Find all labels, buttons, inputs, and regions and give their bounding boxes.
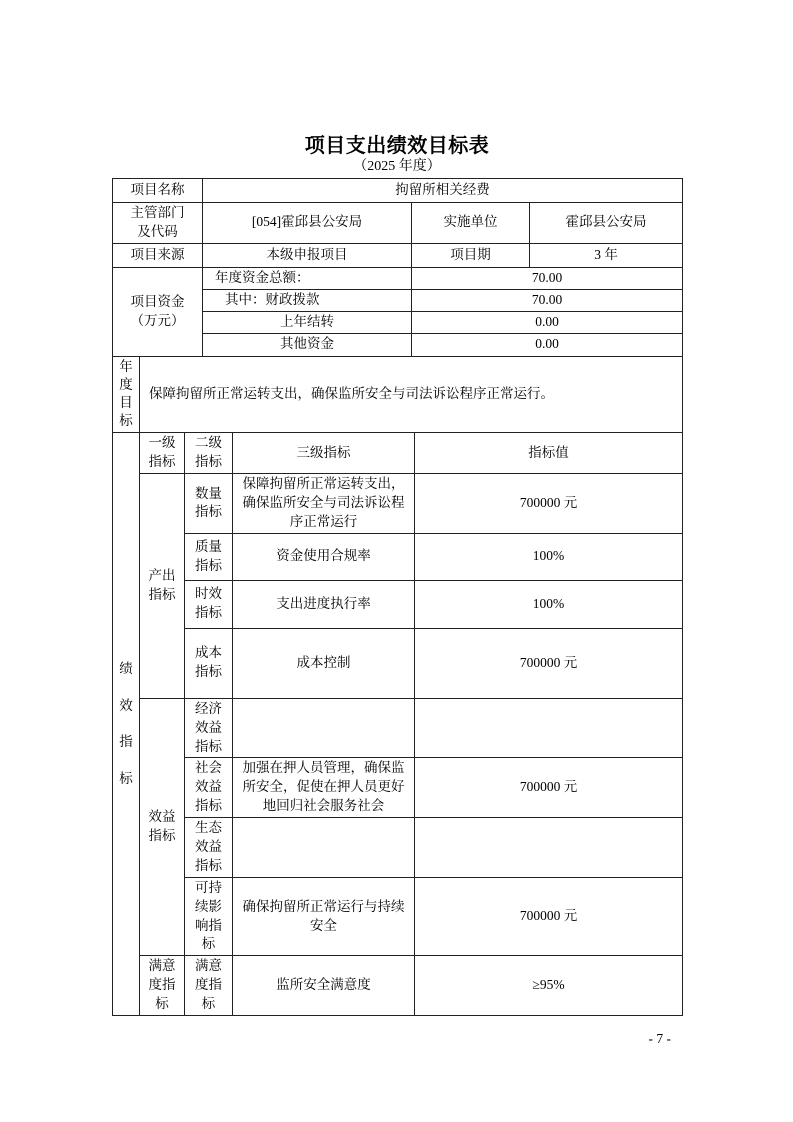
value-cell: 100%: [415, 580, 683, 628]
level3-cell: [233, 818, 415, 878]
source-value: 本级申报项目: [203, 243, 412, 267]
col-header-level3: 三级指标: [233, 433, 415, 474]
level3-cell: 成本控制: [233, 628, 415, 698]
funding-row-value: 0.00: [412, 311, 683, 333]
col-header-value: 指标值: [415, 433, 683, 474]
level2-cell: [185, 877, 233, 956]
indicator-row: [113, 533, 683, 580]
indicators-table: [112, 432, 683, 1016]
project-info-table: [112, 178, 683, 268]
indicators-header-row: [113, 433, 683, 474]
impl-unit-value: 霍邱县公安局: [530, 203, 683, 244]
value-cell: 700000 元: [415, 474, 683, 534]
period-value: 3 年: [530, 243, 683, 267]
indicators-label: [113, 433, 140, 1016]
level2-text: 时效指标: [194, 586, 222, 621]
table-row: [113, 179, 683, 203]
col-header-level2-text: 二级指标: [194, 435, 222, 470]
indicator-row: [113, 818, 683, 878]
table-row: [113, 203, 683, 244]
level1-cell: [140, 474, 185, 699]
level2-text: 经济效益指标: [194, 700, 222, 754]
dept-label: [113, 203, 203, 244]
annual-goal-text: 保障拘留所正常运转支出，确保监所安全与司法诉讼程序正常运行。: [140, 356, 683, 433]
indicators-label-text: 绩效指标: [119, 661, 133, 786]
level2-cell: [185, 474, 233, 534]
funding-table: [112, 267, 683, 357]
annual-goal-label: [113, 356, 140, 433]
indicator-row: [113, 628, 683, 698]
level1-cell: [140, 698, 185, 956]
level2-text: 社会效益指标: [194, 760, 222, 814]
level2-text: 生态效益指标: [194, 820, 222, 873]
level2-cell: [185, 956, 233, 1016]
funding-row-value: 70.00: [412, 289, 683, 311]
indicator-row: [113, 758, 683, 818]
project-name-value: 拘留所相关经费: [203, 179, 683, 203]
col-header-level1: [140, 433, 185, 474]
page-title: 项目支出绩效目标表: [304, 135, 490, 157]
level2-text: 满意度指标: [194, 958, 222, 1012]
document-content: [112, 134, 682, 1016]
table-row: [113, 267, 683, 289]
source-label: 项目来源: [113, 243, 203, 267]
level3-cell: 保障拘留所正常运转支出，确保监所安全与司法诉讼程序正常运行: [233, 474, 415, 534]
value-cell: 100%: [415, 533, 683, 580]
level2-cell: [185, 818, 233, 878]
impl-unit-label: 实施单位: [412, 203, 530, 244]
funding-row-label: 上年结转: [203, 311, 412, 333]
col-header-level1-text: 一级指标: [148, 435, 176, 470]
value-cell: 700000 元: [415, 877, 683, 956]
indicator-row: [113, 877, 683, 956]
page-number: - 7 -: [648, 1031, 671, 1046]
funding-row-value: 70.00: [412, 267, 683, 289]
value-cell: [415, 698, 683, 758]
level2-text: 可持续影响指标: [194, 879, 222, 952]
value-cell: 700000 元: [415, 758, 683, 818]
funding-row-label: 其他资金: [203, 333, 412, 356]
level1-text: 产出指标: [148, 568, 176, 602]
col-header-level2: [185, 433, 233, 474]
level2-text: 数量指标: [194, 485, 222, 520]
value-cell: [415, 818, 683, 878]
annual-goal-label-text: 年度目标: [119, 358, 133, 429]
funding-row-label: 年度资金总额：: [203, 267, 412, 289]
level3-cell: 加强在押人员管理，确保监所安全，促使在押人员更好地回归社会服务社会: [233, 758, 415, 818]
value-cell: 700000 元: [415, 628, 683, 698]
level2-cell: [185, 580, 233, 628]
funding-row-label: 其中：财政拨款: [203, 289, 412, 311]
level1-text: 满意度指标: [148, 958, 176, 1012]
annual-goal-table: [112, 356, 683, 434]
funding-label: [113, 267, 203, 356]
level3-cell: 确保拘留所正常运行与持续安全: [233, 877, 415, 956]
page-subtitle: （2025 年度）: [353, 159, 441, 174]
level2-cell: [185, 628, 233, 698]
indicator-row: [113, 580, 683, 628]
level2-cell: [185, 698, 233, 758]
value-cell: ≥95%: [415, 956, 683, 1016]
funding-label-text: 项目资金（万元）: [130, 293, 185, 328]
project-name-label: 项目名称: [113, 179, 203, 203]
level1-text: 效益指标: [148, 809, 176, 844]
level1-cell: [140, 956, 185, 1016]
level3-cell: 支出进度执行率: [233, 580, 415, 628]
dept-value: [054]霍邱县公安局: [203, 203, 412, 244]
level3-cell: 资金使用合规率: [233, 533, 415, 580]
level3-cell: 监所安全满意度: [233, 956, 415, 1016]
indicator-row: [113, 956, 683, 1016]
level3-cell: [233, 698, 415, 758]
table-row: [113, 356, 683, 433]
dept-label-text: 主管部门及代码: [130, 205, 185, 239]
table-row: [113, 243, 683, 267]
level2-cell: [185, 533, 233, 580]
indicator-row: [113, 474, 683, 534]
level2-text: 质量指标: [194, 538, 222, 573]
level2-text: 成本指标: [194, 645, 222, 680]
period-label: 项目期: [412, 243, 530, 267]
indicator-row: [113, 698, 683, 758]
level2-cell: [185, 758, 233, 818]
funding-row-value: 0.00: [412, 333, 683, 356]
